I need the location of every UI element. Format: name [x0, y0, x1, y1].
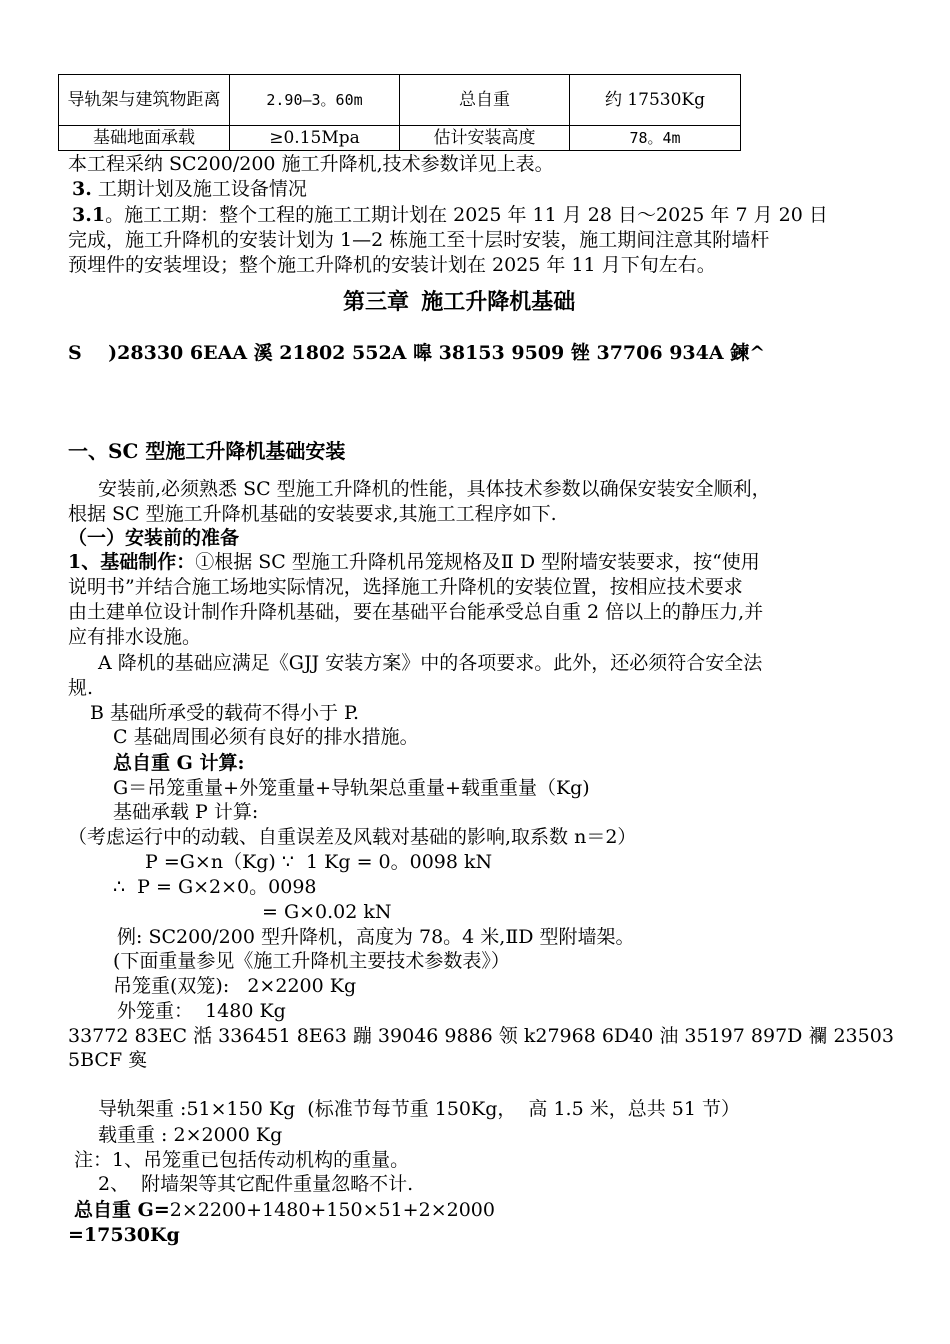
inline-heading: 1、基础制作： [68, 551, 196, 573]
spec-table [58, 74, 741, 151]
total-weight-result: =17530Kg [68, 1224, 180, 1246]
weight-line: 外笼重： 1480 Kg [117, 1000, 286, 1022]
paragraph-line: 规. [68, 677, 94, 699]
paragraph-line: 例: SC200/200 型升降机，高度为 78。4 米,ⅡD 型附墙架。 [117, 926, 635, 948]
weight-line: 导轨架重 :51×150 Kg (标准节每节重 150Kg， 高 1.5 米，总共 51 节） [98, 1098, 740, 1120]
paragraph-text: 。施工工期：整个工程的施工工期计划在 2025 年 11 月 28 日～2025 年 7 月 20 日 [105, 204, 828, 226]
table-row [59, 75, 741, 126]
paragraph-line: A 降机的基础应满足《GJJ 安装方案》中的各项要求。此外，还必须符合安全法 [98, 652, 763, 674]
table-cell: 基础地面承载 [59, 126, 230, 151]
section-number: 3. [72, 178, 92, 200]
garbled-line: S )28330 6EAA 溪 21802 552A 嗥 38153 9509 锉 37706 934A 鍊^ [68, 342, 766, 364]
paragraph-line: （考虑运行中的动载、自重误差及风载对基础的影响,取系数 n＝2） [68, 826, 637, 848]
formula-line: P =G×n（Kg) ∵ 1 Kg = 0。0098 kN [145, 851, 493, 873]
total-weight-line [74, 1197, 495, 1223]
section-heading: 一、SC 型施工升降机基础安装 [68, 439, 346, 463]
section-heading [72, 176, 307, 202]
paragraph-line: 应有排水设施。 [68, 626, 202, 648]
total-weight-label: 总自重 G= [74, 1199, 170, 1221]
paragraph-line [72, 202, 828, 228]
table-cell: ≥0.15Mpa [230, 126, 400, 151]
note-line: 2、 附墙架等其它配件重量忽略不计. [98, 1173, 414, 1195]
note-line: 注：1、吊笼重已包括传动机构的重量。 [74, 1149, 410, 1171]
paragraph-line: 完成，施工升降机的安装计划为 1—2 栋施工至十层时安装，施工期间注意其附墙杆 [68, 229, 770, 251]
paragraph-line: 预埋件的安装埋设；整个施工升降机的安装计划在 2025 年 11 月下旬左右。 [68, 254, 716, 276]
paragraph-text: ①根据 SC 型施工升降机吊笼规格及Ⅱ D 型附墙安装要求，按“使用 [195, 551, 760, 573]
paragraph-line: 由土建单位设计制作升降机基础，要在基础平台能承受总自重 2 倍以上的静压力,并 [68, 601, 764, 623]
paragraph-line: B 基础所承受的载荷不得小于 P. [90, 702, 360, 724]
table-cell: 总自重 [400, 75, 570, 126]
table-cell: 2.90—3。60m [230, 75, 400, 126]
section-title: 工期计划及施工设备情况 [91, 178, 307, 200]
paragraph-line: 说明书”并结合施工场地实际情况，选择施工升降机的安装位置，按相应技术要求 [68, 576, 743, 598]
paragraph-line [68, 549, 760, 575]
table-row [59, 126, 741, 151]
subsection-number: 3.1 [72, 204, 106, 226]
formula-line: = G×0.02 kN [262, 901, 392, 923]
table-cell: 估计安装高度 [400, 126, 570, 151]
paragraph-line: 安装前,必须熟悉 SC 型施工升降机的性能，具体技术参数以确保安装安全顺利， [98, 478, 771, 500]
table-cell: 78。4m [570, 126, 741, 151]
total-weight-formula: 2×2200+1480+150×51+2×2000 [169, 1199, 495, 1221]
formula-line: G＝吊笼重量+外笼重量+导轨架总重量+载重重量（Kg) [113, 777, 590, 799]
subsection-heading: （一）安装前的准备 [68, 527, 240, 549]
weight-line: 载重重 : 2×2000 Kg [98, 1124, 283, 1146]
garbled-line: 5BCF 寏 [68, 1049, 148, 1071]
formula-heading: 总自重 G 计算: [113, 752, 245, 774]
garbled-line: 33772 83EC 湉 336451 8E63 蹦 39046 9886 领 k27968 6D40 油 35197 897D 襴 23503 [68, 1025, 894, 1047]
paragraph-line: 根据 SC 型施工升降机基础的安装要求,其施工工程序如下. [68, 503, 557, 525]
formula-line: ∴ P = G×2×0。0098 [113, 876, 317, 898]
table-cell: 约 17530Kg [570, 75, 741, 126]
paragraph-line: C 基础周围必须有良好的排水措施。 [113, 726, 419, 748]
paragraph-line: 本工程采纳 SC200/200 施工升降机,技术参数详见上表。 [68, 153, 554, 175]
formula-heading: 基础承载 P 计算: [113, 801, 259, 823]
chapter-title: 第三章 施工升降机基础 [343, 289, 576, 314]
paragraph-line: (下面重量参见《施工升降机主要技术参数表》） [113, 950, 510, 972]
weight-line: 吊笼重(双笼): 2×2200 Kg [113, 975, 357, 997]
table-cell: 导轨架与建筑物距离 [59, 75, 230, 126]
